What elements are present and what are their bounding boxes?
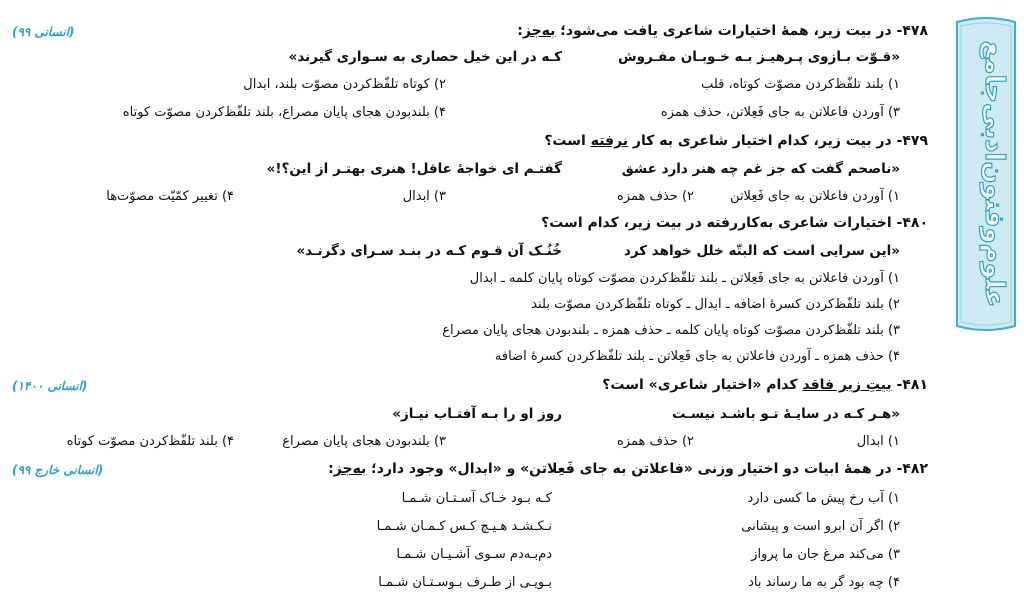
q480-option-4[interactable]: ۴) حذف همزه ـ آوردن فاعلاتن به جای فَعِلاتن ـ بلند تلفّظ‌کردن کسرهٔ اضافه [494,349,900,364]
banner-title: علوم‌وفنون‌ادبی‌جامع [979,40,1009,308]
q478-verse-left: کـه در این خیل حصاری به سـواری گیرند» [288,49,562,65]
q478-option-1[interactable]: ۱) بلند تلفّظ‌کردن مصوّت کوتاه، قلب [701,77,900,92]
question-478-stem: ۴۷۸- در بیت زیر، همهٔ اختیارات شاعری یافت می‌شود؛ به‌جز: [517,23,928,39]
q480-verse-left: خُنُـک آن قـوم کـه در بنـد سـرای دگرنـد» [296,243,562,259]
question-480-stem: ۴۸۰- اختیارات شاعری به‌کاررفته در بیت زیر، کدام است؟ [541,215,928,231]
q482-option-1-right[interactable]: ۱) آب رخ پیش ما کسی دارد [747,491,900,506]
question-479-stem: ۴۷۹- در بیت زیر، کدام اختیار شاعری به کار نرفته است؟ [544,133,928,149]
q479-option-2[interactable]: ۲) حذف همزه [616,189,694,204]
q479-option-3[interactable]: ۳) ابدال [402,189,446,204]
q480-option-2[interactable]: ۲) بلند تلفّظ‌کردن کسرهٔ اضافه ـ ابدال ـ کوتاه تلفّظ‌کردن مصوّت بلند [531,297,900,312]
q482-option-3-left: دم‌بـه‌دم سـوی آشـیـان شـمـا [396,547,552,562]
q481-option-2[interactable]: ۲) حذف همزه [616,434,694,449]
source-tag-482: (انسانی خارج ۹۹) [12,463,104,477]
q479-option-1[interactable]: ۱) آوردن فاعلاتن به جای فَعِلاتن [730,189,900,204]
q481-verse-right: «هـر کـه در سایـهٔ تـو باشـد نیسـت [671,406,900,422]
q478-verse-right: «قـوّت بـازوی پـرهیـز بـه خـوبـان مفـروش [617,49,900,65]
q481-option-3[interactable]: ۳) بلندبودن هجای پایان مصراع [282,434,446,449]
q479-option-4[interactable]: ۴) تغییر کمّیّت مصوّت‌ها [106,189,234,204]
source-tag-478: (انسانی ۹۹) [12,25,75,39]
q482-option-2-right[interactable]: ۲) اگر آن ابرو است و پیشانی [741,519,900,534]
source-tag-481: (انسانی ۱۴۰۰) [12,379,88,393]
q479-verse-right: «ناصحم گفت که جز غم چه هنر دارد عشق [621,161,900,177]
q481-option-1[interactable]: ۱) ابدال [856,434,900,449]
q482-option-1-left: کـه بـود خـاک آسـتـان شـمـا [401,491,552,506]
q482-option-2-left: نـکـشـد هـیـچ کـس کـمـان شـمـا [376,519,552,534]
q482-option-4-left: بـویـی از طـرف بـوسـتـان شـمـا [378,575,552,590]
q479-verse-left: گفتـم ای خواجهٔ عاقل! هنری بهتـر از این؟!» [266,161,562,177]
q480-option-3[interactable]: ۳) بلند تلفّظ‌کردن مصوّت کوتاه پایان کلمه ـ حذف همزه ـ بلندبودن هجای پایان مصراع [442,323,900,338]
question-482-stem: ۴۸۲- در همهٔ ابیات دو اختیار وزنی «فاعلاتن به جای فَعِلاتن» و «ابدال» وجود دارد؛ به‌جز: [328,461,928,477]
question-481-stem: ۴۸۱- بیتِ زیر فاقد کدام «اختیار شاعری» است؟ [602,377,928,393]
q478-option-3[interactable]: ۳) آوردن فاعلاتن به جای فَعِلاتن، حذف همزه [660,105,900,120]
q480-verse-right: «این سرایی است که البتّه خلل خواهد کرد [623,243,900,259]
q482-option-3-right[interactable]: ۳) می‌کند مرغ جان ما پرواز [751,547,900,562]
q478-option-2[interactable]: ۲) کوتاه تلفّظ‌کردن مصوّت بلند، ابدال [243,77,446,92]
q481-option-4[interactable]: ۴) بلند تلفّظ‌کردن مصوّت کوتاه [66,434,234,449]
q481-verse-left: روز او را بـه آفتـاب نیـاز» [392,406,562,422]
q478-option-4[interactable]: ۴) بلندبودن هجای پایان مصراع، بلند تلفّظ‌کردن مصوّت کوتاه [122,105,446,120]
book-title-banner [951,14,1021,334]
q482-option-4-right[interactable]: ۴) چه بود گر به ما رساند باد [748,575,900,590]
q480-option-1[interactable]: ۱) آوردن فاعلاتن به جای فَعِلاتن ـ بلند تلفّظ‌کردن مصوّت کوتاه پایان کلمه ـ ابدال [469,271,900,286]
